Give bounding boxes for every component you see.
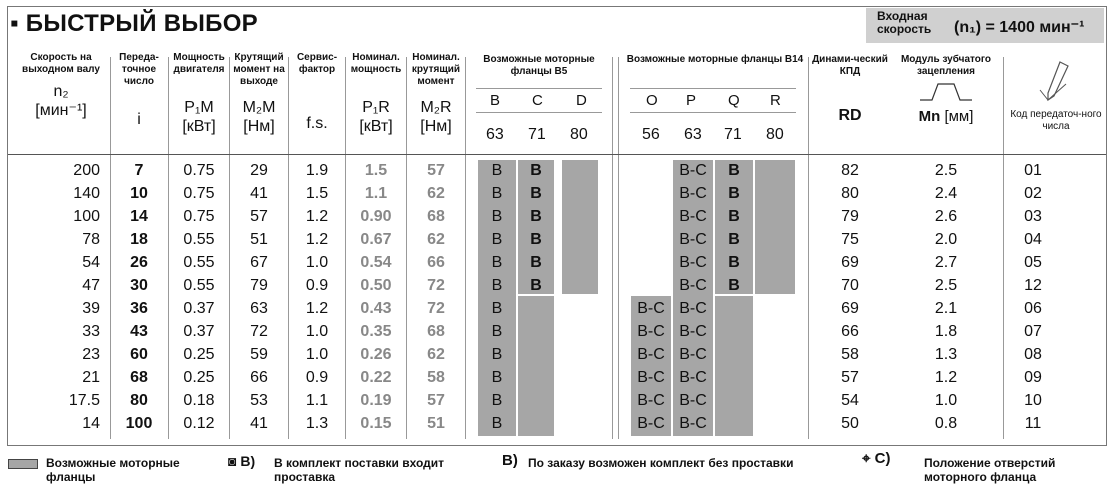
cell-n2: 17.5 [68,392,100,409]
cell-m2m: 59 [250,346,268,363]
legend-b2-text: По заказу возможен комплект без проставки [528,456,794,470]
cell-b: B [491,346,503,363]
cell-m2r: 66 [427,254,445,271]
cell-fs: 1.0 [305,254,329,271]
legend-flanges: Возможные моторные фланцы [46,456,180,484]
legend-c-prefix: ⌖ C) [862,450,891,467]
header-efficiency: Динами-ческий КПД RD [812,54,888,124]
cell-fs: 1.0 [305,323,329,340]
cell-code: 10 [1024,392,1042,409]
cell-mn: 2.5 [934,162,958,179]
cell-b: B [491,277,503,294]
header-service-factor: Сервис-фактор f.s. [296,52,338,132]
cell-p1m: 0.37 [183,300,215,317]
cell-p1m: 0.25 [183,369,215,386]
cell-p1m: 0.25 [183,346,215,363]
cell-p: B-C [679,231,707,248]
cell-i: 30 [130,277,148,294]
cell-rd: 80 [841,185,859,202]
cell-n2: 78 [82,231,100,248]
cell-b: B [491,392,503,409]
cell-p1r: 0.90 [360,208,392,225]
header-speed: Скорость на выходном валу n₂ [мин⁻¹] [22,52,100,119]
flange-holes-icon: ⌖ [862,450,871,467]
cell-m2r: 68 [427,323,445,340]
cell-c: B [530,277,542,294]
cell-p1m: 0.75 [183,208,215,225]
legend-b-prefix: ◙ B) [228,453,256,469]
cell-code: 08 [1024,346,1042,363]
cell-fs: 1.1 [305,392,329,409]
legend-b2-prefix: B) [502,452,518,469]
cell-m2m: 51 [250,231,268,248]
cell-code: 02 [1024,185,1042,202]
cell-b: B [491,415,503,432]
cell-i: 43 [130,323,148,340]
header-flanges-b14: Возможные моторные фланцы B14 [626,54,804,65]
cell-p: B-C [679,392,707,409]
cell-p: B-C [679,415,707,432]
cell-p1r: 0.54 [360,254,392,271]
cell-p1m: 0.55 [183,254,215,271]
cell-i: 36 [130,300,148,317]
cell-i: 80 [130,392,148,409]
cell-p1r: 1.1 [364,185,388,202]
cell-rd: 66 [841,323,859,340]
cell-rd: 69 [841,254,859,271]
cell-p1m: 0.12 [183,415,215,432]
cell-o: B-C [637,346,665,363]
gear-tooth-icon [916,80,976,102]
cell-mn: 2.5 [934,277,958,294]
cell-o: B-C [637,415,665,432]
cell-o: B-C [637,323,665,340]
cell-b: B [491,231,503,248]
cell-b: B [491,185,503,202]
cell-fs: 0.9 [305,369,329,386]
cell-p: B-C [679,185,707,202]
cell-rd: 70 [841,277,859,294]
cell-p1r: 0.43 [360,300,392,317]
cell-m2m: 67 [250,254,268,271]
flange-legend-swatch [8,459,38,469]
cell-rd: 58 [841,346,859,363]
cell-p1m: 0.55 [183,277,215,294]
cell-m2r: 51 [427,415,445,432]
cell-p1r: 0.35 [360,323,392,340]
cell-b: B [491,369,503,386]
cell-fs: 1.9 [305,162,329,179]
header-module: Модуль зубчатого зацепления Mn [мм] [900,54,992,125]
cell-m2m: 66 [250,369,268,386]
cell-fs: 0.9 [305,277,329,294]
spacer-icon: ◙ [228,453,237,469]
cell-rd: 54 [841,392,859,409]
page-title: ▪ БЫСТРЫЙ ВЫБОР [10,10,258,37]
cell-m2m: 57 [250,208,268,225]
cell-q: B [728,185,740,202]
cell-m2r: 62 [427,346,445,363]
cell-code: 01 [1024,162,1042,179]
legend-b-text: В комплект поставки входит проставка [274,456,445,484]
cell-p1m: 0.75 [183,162,215,179]
cell-p: B-C [679,162,707,179]
cell-q: B [728,231,740,248]
cell-n2: 33 [82,323,100,340]
cell-fs: 1.0 [305,346,329,363]
cell-i: 18 [130,231,148,248]
cell-n2: 100 [73,208,100,225]
cell-m2m: 29 [250,162,268,179]
input-speed-box [866,8,1104,43]
cell-m2m: 41 [250,185,268,202]
cell-fs: 1.3 [305,415,329,432]
cell-n2: 21 [82,369,100,386]
cell-b: B [491,254,503,271]
cell-m2r: 62 [427,185,445,202]
cell-m2r: 58 [427,369,445,386]
cell-fs: 1.2 [305,208,329,225]
header-nominal-torque: Номинал. крутящий момент M₂R [Нм] [411,52,461,135]
cell-q: B [728,277,740,294]
cell-o: B-C [637,369,665,386]
header-power: Мощность двигателя P₁M [кВт] [173,52,225,135]
cell-i: 26 [130,254,148,271]
flange-b5-c-lower-block [518,296,554,436]
cell-c: B [530,162,542,179]
cell-n2: 14 [82,415,100,432]
cell-p: B-C [679,208,707,225]
cell-q: B [728,162,740,179]
header-code: Код передаточ-ного числа [1008,60,1104,133]
cell-rd: 57 [841,369,859,386]
cell-m2m: 79 [250,277,268,294]
cell-c: B [530,185,542,202]
cell-q: B [728,254,740,271]
cell-b: B [491,323,503,340]
header-torque: Крутящий момент на выходе M₂M [Нм] [233,52,285,135]
cell-mn: 1.3 [934,346,958,363]
cell-rd: 69 [841,300,859,317]
cell-p: B-C [679,369,707,386]
cell-m2r: 68 [427,208,445,225]
cell-p1r: 0.67 [360,231,392,248]
cell-fs: 1.2 [305,300,329,317]
flange-b5-d-block [562,160,598,294]
cell-code: 03 [1024,208,1042,225]
header-nominal-power: Номинал. мощность P₁R [кВт] [350,52,402,135]
cell-o: B-C [637,300,665,317]
cell-n2: 54 [82,254,100,271]
cell-code: 12 [1024,277,1042,294]
cell-fs: 1.5 [305,185,329,202]
cell-m2r: 72 [427,277,445,294]
cell-c: B [530,254,542,271]
cell-p: B-C [679,300,707,317]
cell-b: B [491,208,503,225]
cell-mn: 2.0 [934,231,958,248]
cell-m2r: 57 [427,162,445,179]
cell-p1r: 0.15 [360,415,392,432]
cell-rd: 75 [841,231,859,248]
cell-i: 60 [130,346,148,363]
cell-i: 100 [125,415,153,432]
cell-p1r: 0.22 [360,369,392,386]
input-speed-value: (n₁) = 1400 мин⁻¹ [954,19,1085,36]
cell-p1r: 0.19 [360,392,392,409]
cell-mn: 2.1 [934,300,958,317]
cell-p1r: 0.50 [360,277,392,294]
cell-p1r: 0.26 [360,346,392,363]
cell-mn: 1.0 [934,392,958,409]
cell-mn: 2.7 [934,254,958,271]
cell-m2r: 72 [427,300,445,317]
cell-o: B-C [637,392,665,409]
cell-mn: 2.4 [934,185,958,202]
cell-i: 68 [130,369,148,386]
cell-n2: 39 [82,300,100,317]
flange-b14-r-block [755,160,795,294]
cell-c: B [530,231,542,248]
cell-n2: 200 [73,162,100,179]
flange-b14-q-lower-block [715,296,753,436]
cell-rd: 50 [841,415,859,432]
legend-c-text: Положение отверстий моторного фланца [924,456,1056,484]
cell-p: B-C [679,254,707,271]
cell-m2m: 63 [250,300,268,317]
cell-code: 05 [1024,254,1042,271]
header-flanges-b5: Возможные моторные фланцы B5 [483,54,595,77]
cell-p: B-C [679,277,707,294]
cell-p1m: 0.75 [183,185,215,202]
cell-p1r: 1.5 [364,162,388,179]
cell-m2m: 53 [250,392,268,409]
cell-code: 11 [1024,415,1042,432]
header-ratio: Переда-точное число i [119,52,159,128]
cell-i: 10 [130,185,148,202]
cell-m2r: 62 [427,231,445,248]
cell-i: 14 [130,208,148,225]
cell-code: 04 [1024,231,1042,248]
pencil-icon [1036,60,1076,104]
cell-p: B-C [679,346,707,363]
cell-b: B [491,162,503,179]
cell-q: B [728,208,740,225]
cell-mn: 0.8 [934,415,958,432]
cell-p: B-C [679,323,707,340]
cell-mn: 1.8 [934,323,958,340]
cell-rd: 79 [841,208,859,225]
cell-p1m: 0.18 [183,392,215,409]
cell-m2m: 72 [250,323,268,340]
input-speed-label: Входная скорость [877,9,932,36]
cell-mn: 2.6 [934,208,958,225]
cell-m2r: 57 [427,392,445,409]
cell-i: 7 [134,162,144,179]
cell-mn: 1.2 [934,369,958,386]
cell-p1m: 0.55 [183,231,215,248]
cell-rd: 82 [841,162,859,179]
cell-code: 06 [1024,300,1042,317]
cell-n2: 140 [73,185,100,202]
cell-code: 09 [1024,369,1042,386]
cell-n2: 23 [82,346,100,363]
cell-p1m: 0.37 [183,323,215,340]
cell-code: 07 [1024,323,1042,340]
cell-m2m: 41 [250,415,268,432]
cell-c: B [530,208,542,225]
cell-b: B [491,300,503,317]
cell-fs: 1.2 [305,231,329,248]
cell-n2: 47 [82,277,100,294]
